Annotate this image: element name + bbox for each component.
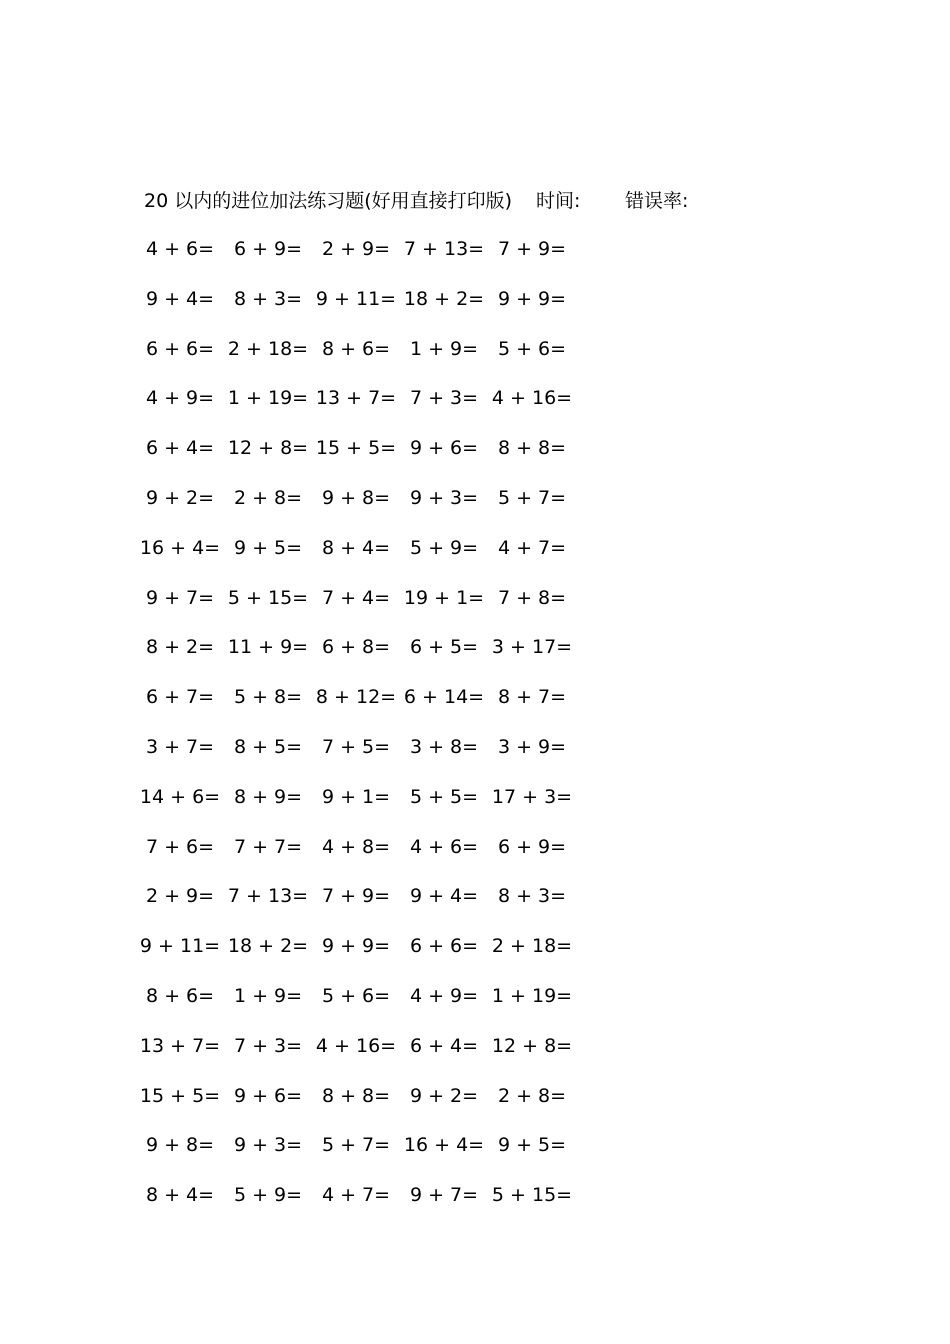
problem-row	[136, 583, 596, 633]
addition-problem: 9 + 6=	[409, 437, 479, 460]
addition-problem: 9 + 9=	[497, 287, 567, 310]
addition-problem: 4 + 6=	[409, 835, 479, 858]
addition-problem: 5 + 9=	[409, 536, 479, 559]
problem-row	[136, 832, 596, 882]
addition-problem: 5 + 15=	[227, 586, 309, 609]
addition-problem: 7 + 5=	[321, 735, 391, 758]
addition-problem: 5 + 6=	[497, 337, 567, 360]
addition-problem: 9 + 11=	[315, 287, 397, 310]
addition-problem: 9 + 7=	[409, 1184, 479, 1207]
problem-row	[136, 533, 596, 583]
addition-problem: 7 + 4=	[321, 586, 391, 609]
problem-row	[136, 732, 596, 782]
addition-problem: 17 + 3=	[491, 785, 573, 808]
addition-problem: 7 + 13=	[403, 238, 485, 260]
addition-problem: 4 + 8=	[321, 835, 391, 858]
addition-problem: 9 + 2=	[409, 1084, 479, 1107]
addition-problem: 4 + 9=	[409, 984, 479, 1007]
addition-problem: 8 + 6=	[145, 984, 215, 1007]
problem-row	[136, 1031, 596, 1081]
problem-row	[136, 383, 596, 433]
problem-row	[136, 682, 596, 732]
problem-row	[136, 632, 596, 682]
addition-problem: 3 + 9=	[497, 735, 567, 758]
addition-problem: 4 + 16=	[315, 1034, 397, 1057]
addition-problem: 12 + 8=	[227, 437, 309, 460]
problem-row	[136, 1081, 596, 1131]
addition-problem: 9 + 11=	[139, 935, 221, 958]
addition-problem: 8 + 2=	[145, 636, 215, 659]
addition-problem: 16 + 4=	[139, 536, 221, 559]
addition-problem: 7 + 9=	[321, 885, 391, 908]
addition-problem: 1 + 9=	[409, 337, 479, 360]
addition-problem: 2 + 8=	[497, 1084, 567, 1107]
addition-problem: 9 + 2=	[145, 486, 215, 509]
addition-problem: 5 + 7=	[497, 486, 567, 509]
addition-problem: 6 + 7=	[145, 686, 215, 709]
addition-problem: 4 + 7=	[321, 1184, 391, 1207]
addition-problem: 2 + 18=	[227, 337, 309, 360]
addition-problem: 13 + 7=	[315, 387, 397, 410]
problem-row	[136, 483, 596, 533]
problem-row	[136, 931, 596, 981]
addition-problem: 8 + 5=	[233, 735, 303, 758]
addition-problem: 8 + 7=	[497, 686, 567, 709]
addition-problem: 8 + 9=	[233, 785, 303, 808]
addition-problem: 9 + 8=	[145, 1134, 215, 1157]
problem-row	[136, 981, 596, 1031]
addition-problem: 4 + 7=	[497, 536, 567, 559]
addition-problem: 1 + 19=	[491, 984, 573, 1007]
addition-problem: 9 + 6=	[233, 1084, 303, 1107]
addition-problem: 4 + 6=	[145, 238, 215, 260]
addition-problem: 8 + 12=	[315, 686, 397, 709]
problem-row	[136, 782, 596, 832]
addition-problem: 8 + 6=	[321, 337, 391, 360]
addition-problem: 5 + 9=	[233, 1184, 303, 1207]
addition-problem: 13 + 7=	[139, 1034, 221, 1057]
addition-problem: 3 + 7=	[145, 735, 215, 758]
addition-problem: 8 + 4=	[321, 536, 391, 559]
addition-problem: 9 + 7=	[145, 586, 215, 609]
addition-problem: 8 + 8=	[321, 1084, 391, 1107]
addition-problem: 15 + 5=	[139, 1084, 221, 1107]
addition-problem: 9 + 3=	[409, 486, 479, 509]
problem-row	[136, 334, 596, 384]
addition-problem: 8 + 3=	[233, 287, 303, 310]
addition-problem: 8 + 8=	[497, 437, 567, 460]
addition-problem: 9 + 3=	[233, 1134, 303, 1157]
addition-problem: 2 + 9=	[321, 238, 391, 260]
addition-problem: 9 + 8=	[321, 486, 391, 509]
addition-problem: 7 + 9=	[497, 238, 567, 260]
addition-problem: 4 + 9=	[145, 387, 215, 410]
addition-problem: 6 + 14=	[403, 686, 485, 709]
addition-problem: 5 + 5=	[409, 785, 479, 808]
addition-problem: 5 + 8=	[233, 686, 303, 709]
time-label: 时间:	[536, 190, 581, 212]
addition-problem: 3 + 17=	[491, 636, 573, 659]
addition-problem: 14 + 6=	[139, 785, 221, 808]
addition-problem: 7 + 3=	[233, 1034, 303, 1057]
addition-problem: 7 + 13=	[227, 885, 309, 908]
addition-problem: 6 + 6=	[409, 935, 479, 958]
addition-problem: 7 + 8=	[497, 586, 567, 609]
addition-problem: 18 + 2=	[227, 935, 309, 958]
addition-problem: 9 + 5=	[497, 1134, 567, 1157]
addition-problem: 15 + 5=	[315, 437, 397, 460]
addition-problem: 8 + 4=	[145, 1184, 215, 1207]
addition-problem: 9 + 4=	[409, 885, 479, 908]
addition-problem: 6 + 9=	[233, 238, 303, 260]
addition-problem: 9 + 9=	[321, 935, 391, 958]
addition-problem: 5 + 7=	[321, 1134, 391, 1157]
problem-row	[136, 1130, 596, 1180]
addition-problem: 4 + 16=	[491, 387, 573, 410]
addition-problem: 8 + 3=	[497, 885, 567, 908]
addition-problem: 9 + 4=	[145, 287, 215, 310]
addition-problem: 6 + 8=	[321, 636, 391, 659]
problem-grid	[136, 234, 596, 1230]
problem-row	[136, 284, 596, 334]
addition-problem: 11 + 9=	[227, 636, 309, 659]
addition-problem: 9 + 1=	[321, 785, 391, 808]
addition-problem: 5 + 6=	[321, 984, 391, 1007]
addition-problem: 6 + 4=	[145, 437, 215, 460]
problem-row	[136, 1180, 596, 1230]
addition-problem: 9 + 5=	[233, 536, 303, 559]
addition-problem: 19 + 1=	[403, 586, 485, 609]
addition-problem: 7 + 7=	[233, 835, 303, 858]
addition-problem: 5 + 15=	[491, 1184, 573, 1207]
problem-row	[136, 433, 596, 483]
addition-problem: 16 + 4=	[403, 1134, 485, 1157]
addition-problem: 2 + 9=	[145, 885, 215, 908]
problem-row	[136, 881, 596, 931]
addition-problem: 12 + 8=	[491, 1034, 573, 1057]
addition-problem: 7 + 3=	[409, 387, 479, 410]
addition-problem: 6 + 6=	[145, 337, 215, 360]
addition-problem: 6 + 4=	[409, 1034, 479, 1057]
addition-problem: 2 + 8=	[233, 486, 303, 509]
problem-row	[136, 234, 596, 284]
addition-problem: 7 + 6=	[145, 835, 215, 858]
addition-problem: 18 + 2=	[403, 287, 485, 310]
addition-problem: 1 + 9=	[233, 984, 303, 1007]
error-rate-label: 错误率:	[625, 190, 689, 212]
addition-problem: 2 + 18=	[491, 935, 573, 958]
addition-problem: 3 + 8=	[409, 735, 479, 758]
addition-problem: 6 + 9=	[497, 835, 567, 858]
addition-problem: 6 + 5=	[409, 636, 479, 659]
addition-problem: 1 + 19=	[227, 387, 309, 410]
worksheet-title: 20 以内的进位加法练习题(好用直接打印版)	[144, 190, 513, 212]
